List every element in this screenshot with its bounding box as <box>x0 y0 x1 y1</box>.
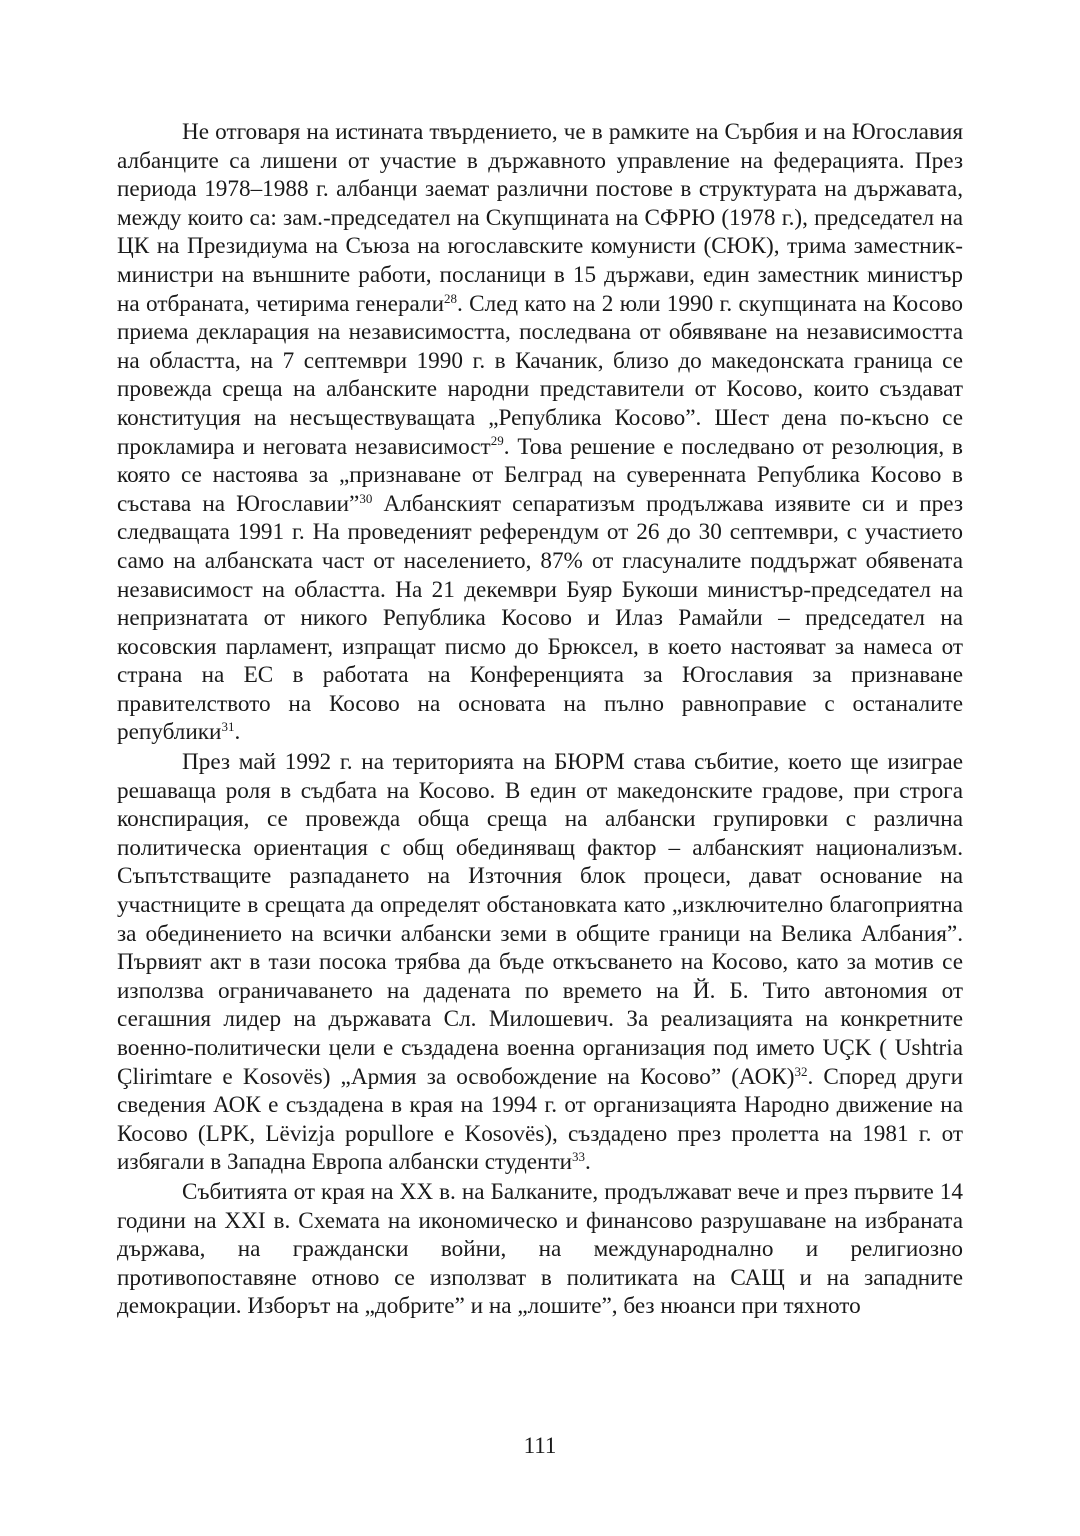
paragraph-text: . Според други сведения АОК е създадена в края на 1994 г. от организацията Народно движение на Косово (LPK, Lëvizja popullore e Kosovës), създадено през пролетта на 1981 г. от избягали в Западна Европа албански студенти <box>117 1063 963 1176</box>
paragraph-text: . След като на 2 юли 1990 г. скупщината на Косово приема декларация на независимостта, последвана от обявяване на независимостта на областта, на 7 септември 1990 г. в Качаник, близо до македонската граница се провежда среща на албанските народни представители от Косово, които създават конституция на несъществуващата „Република Косово”. Шест дена по-късно се прокламира и неговата независимост <box>117 290 964 460</box>
footnote-marker: 31 <box>221 719 235 735</box>
body-paragraph <box>117 748 963 1177</box>
body-text <box>117 118 963 1321</box>
footnote-marker: 32 <box>794 1063 808 1079</box>
paragraph-text: . <box>234 719 241 746</box>
paragraph-text: Събитията от края на ХХ в. на Балканите, продължават вече и през първите 14 години на ХХІ в. Схемата на икономическо и финансово разрушаване на избраната държава, на граждански войни, на международнално и религиозно противопоставяне отново се използват в политиката на САЩ и на западните демокрации. Изборът на „добрите” и на „лошите”, без нюанси при тяхното <box>117 1178 963 1320</box>
paragraph-text: Албанският сепаратизъм продължава изявите си и през следващата 1991 г. На проведеният референдум от 26 до 30 септември, с участието само на албанската част от населението, 87% от гласуналите поддържат обявената независимост на областта. На 21 декември Буяр Букоши министър-председател на непризнатата от никого Република Косово и Илаз Рамайли – председател на косовския парламент, изпращат писмо до Брюксел, в което настояват за намеса от страна на ЕС в работата на Конференцията за Югославия за признаване правителството на Косово на основата на пълно равноправие с останалите републики <box>117 490 963 746</box>
body-paragraph <box>117 1178 963 1321</box>
page-number: 111 <box>523 1433 557 1458</box>
footnote-marker: 33 <box>572 1149 585 1165</box>
paragraph-text: . <box>585 1149 591 1176</box>
paragraph-text: Не отговаря на истината твърдението, че в рамките на Сърбия и на Югославия албанците са лишени от участие в държавното управление на федерацията. През периода 1978–1988 г. албанци заемат различни постове в структурата на държавата, между които са: зам.-председател на Скупщината на СФРЮ (1978 г.), председател на ЦК на Президиума на Съюза на югославските комунисти (СЮК), трима заместник-министри на външните работи, посланици в 15 държави, един заместник министър на отбраната, четирима генерали <box>117 119 963 317</box>
footnote-marker: 29 <box>490 433 504 449</box>
paragraph-text: През май 1992 г. на територията на БЮРМ става събитие, което ще изиграе решаваща роля в съдбата на Косово. В един от македонските градове, при строга конспирация, се провежда обща среща на албански групировки с различна политическа ориентация с общ обединяващ фактор – албанският национализъм. Съпътстващите разпадането на Източния блок процеси, дават основание на участниците в срещата да определят обстановката като „изключително благоприятна за обединението на всички албански земи в общите граници на Велика Албания”. Първият акт в тази посока трябва да бъде откъсването на Косово, като за мотив се използва ограничаването на дадената по времето на Й. Б. Тито автономия от сегашния лидер на държавата Сл. Милошевич. За реализацията на конкретните военно-политически цели е създадена военна организация под името UÇK ( Ushtria Çlirimtare e Kosovës) „Армия за освобождение на Косово” (АОК) <box>117 749 963 1090</box>
body-paragraph <box>117 118 963 747</box>
footnote-marker: 28 <box>444 290 458 306</box>
footnote-marker: 30 <box>359 490 373 506</box>
paragraph-text: . Това решение е последвано от резолюция, в която се настоява за „признаване от Белград на суверенната Република Косово в състава на Югославии” <box>117 433 963 517</box>
